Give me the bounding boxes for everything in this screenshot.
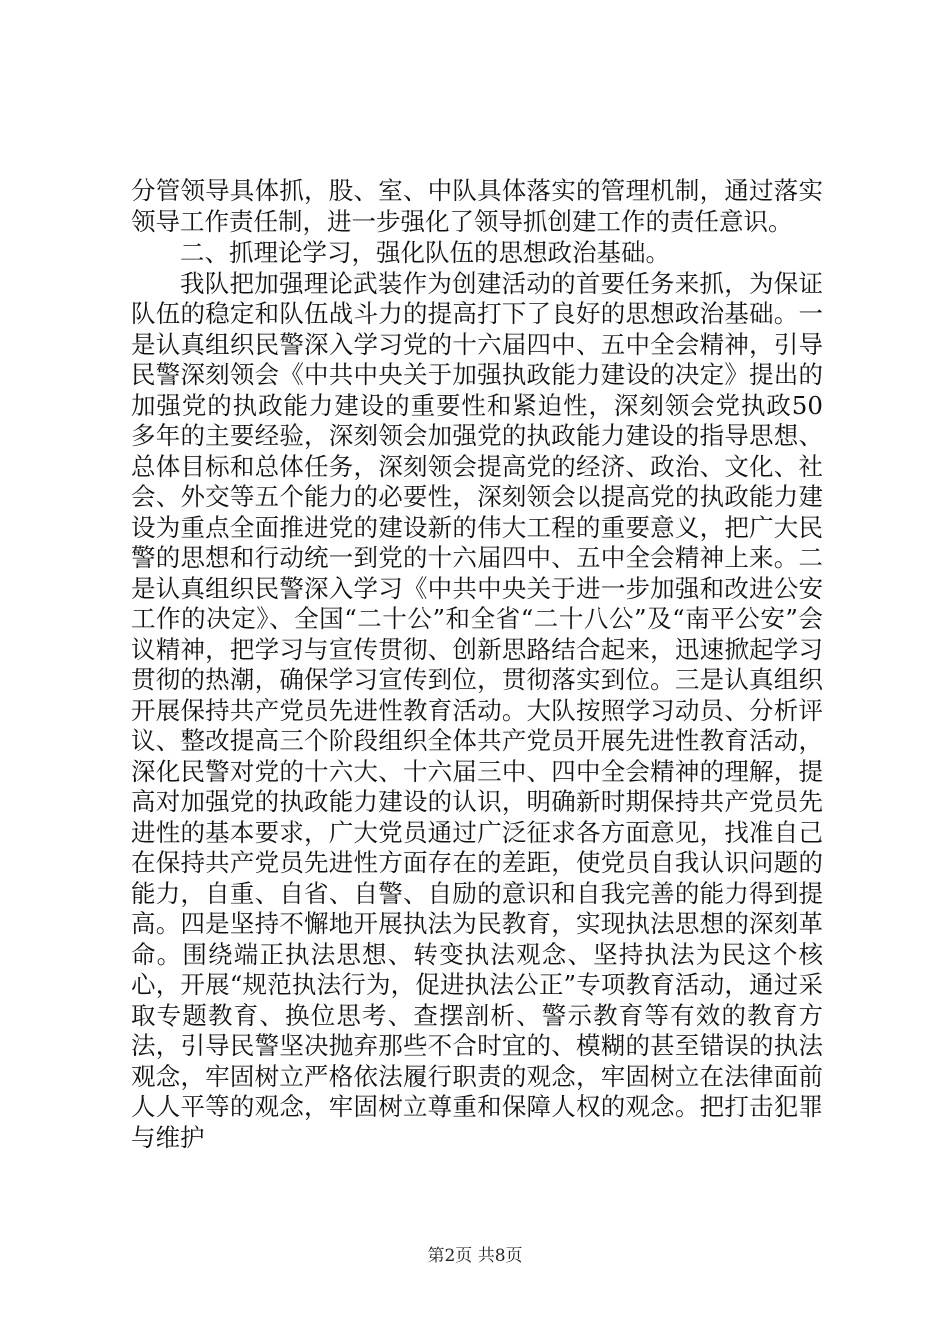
paragraph: 分管领导具体抓，股、室、中队具体落实的管理机制，通过落实领导工作责任制，进一步强化了领导抓创建工作的责任意识。 <box>131 176 823 236</box>
section-heading: 二、抓理论学习，强化队伍的思想政治基础。 <box>180 238 670 267</box>
paragraph: 我队把加强理论武装作为创建活动的首要任务来抓，为保证队伍的稳定和队伍战斗力的提高打下了良好的思想政治基础。一是认真组织民警深入学习党的十六届四中、五中全会精神，引导民警深刻领会《中共中央关于加强执政能力建设的决定》提出的加强党的执政能力建设的重要性和紧迫性，深刻领会党执政50多年的主要经验，深刻领会加强党的执政能力建设的指导思想、总体目标和总体任务，深刻领会提高党的经济、政治、文化、社会、外交等五个能力的必要性，深刻领会以提高党的执政能力建设为重点全面推进党的建设新的伟大工程的重要意义，把广大民警的思想和行动统一到党的十六届四中、五中全会精神上来。二是认真组织民警深入学习《中共中央关于进一步加强和改进公安工作的决定》、全国“二十公”和全省“二十八公”及“南平公安”会议精神，把学习与宣传贯彻、创新思路结合起来，迅速掀起学习贯彻的热潮，确保学习宣传到位，贯彻落实到位。三是认真组织开展保持共产党员先进性教育活动。大队按照学习动员、分析评议、整改提高三个阶段组织全体共产党员开展先进性教育活动，深化民警对党的十六大、十六届三中、四中全会精神的理解，提高对加强党的执政能力建设的认识，明确新时期保持共产党员先进性的基本要求，广大党员通过广泛征求各方面意见，找准自己在保持共产党员先进性方面存在的差距，使党员自我认识问题的能力，自重、自省、自警、自励的意识和自我完善的能力得到提高。四是坚持不懈地开展执法为民教育，实现执法思想的深刻革命。围绕端正执法思想、转变执法观念、坚持执法为民这个核心，开展“规范执法行为，促进执法公正”专项教育活动，通过采取专题教育、换位思考、查摆剖析、警示教育等有效的教育方法，引导民警坚决抛弃那些不合时宜的、模糊的甚至错误的执法观念，牢固树立严格依法履行职责的观念，牢固树立在法律面前人人平等的观念，牢固树立尊重和保障人权的观念。把打击犯罪与维护 <box>131 268 823 1152</box>
body-text-continuation <box>131 176 823 237</box>
page-number-footer: 第2页 共8页 <box>427 1246 523 1266</box>
body-text-section-two <box>131 238 823 1153</box>
